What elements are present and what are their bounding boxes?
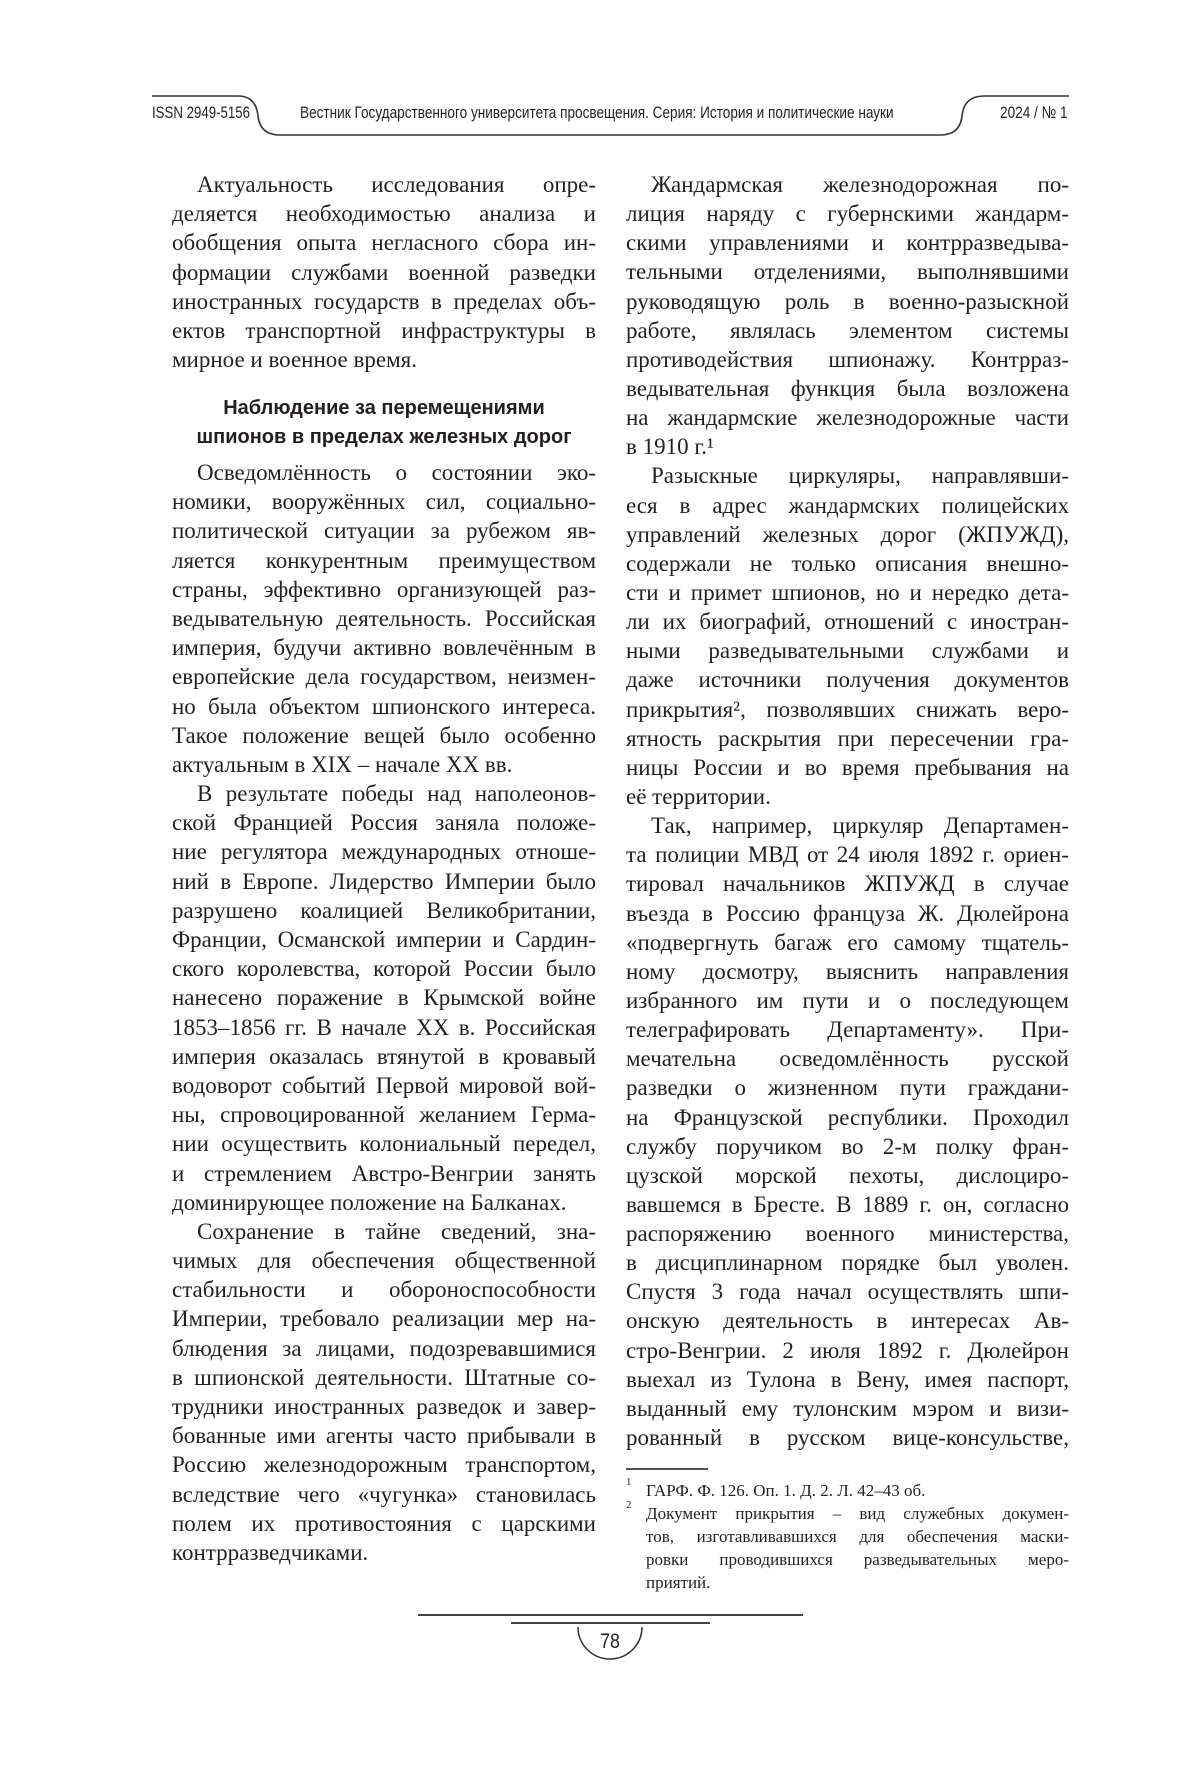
footnote-number: 1 bbox=[626, 1476, 632, 1488]
text-line: чимых для обеспечения общественной bbox=[172, 1246, 596, 1275]
text-line: руководящую роль в военно-разыскной bbox=[626, 287, 1069, 316]
text-line: и стремлением Австро-Венгрии занять bbox=[172, 1159, 596, 1188]
text-line: ному досмотру, выяснить направления bbox=[626, 957, 1069, 986]
text-line: в 1910 г.¹ bbox=[626, 432, 1069, 461]
text-line: контрразведчиками. bbox=[172, 1538, 596, 1567]
text-line: ными разведывательными службами и bbox=[626, 636, 1069, 665]
text-line: Россию железнодорожным транспортом, bbox=[172, 1450, 596, 1479]
footnotes bbox=[626, 1479, 1069, 1594]
page-number: 78 bbox=[585, 1630, 636, 1654]
text-line: рованный в русском вице-консульстве, bbox=[626, 1423, 1069, 1452]
text-line: бованные ими агенты часто прибывали в bbox=[172, 1421, 596, 1450]
footnote bbox=[626, 1502, 1069, 1594]
text-line: Франции, Османской империи и Сардин- bbox=[172, 925, 596, 954]
text-line: трудники иностранных разведок и завер- bbox=[172, 1392, 596, 1421]
journal-title: Вестник Государственного университета просвещения. Серия: История и политические науки bbox=[300, 103, 894, 123]
footnote-separator bbox=[626, 1468, 708, 1470]
issue-number: 2024 / № 1 bbox=[1000, 103, 1068, 123]
text-line: ведывательная функция была возложена bbox=[626, 374, 1069, 403]
text-line: даже источники получения документов bbox=[626, 665, 1069, 694]
heading-line: Наблюдение за перемещениями bbox=[172, 394, 596, 423]
text-line: скими управлениями и контрразведыва- bbox=[626, 228, 1069, 257]
text-line: службу поручиком во 2-м полку фран- bbox=[626, 1132, 1069, 1161]
text-line: на жандармские железнодорожные части bbox=[626, 403, 1069, 432]
text-line: распоряжению военного министерства, bbox=[626, 1219, 1069, 1248]
text-line: Актуальность исследования опре- bbox=[172, 170, 596, 199]
text-line: вавшемся в Бресте. В 1889 г. он, согласно bbox=[626, 1190, 1069, 1219]
text-line: блюдения за лицами, подозревавшимися bbox=[172, 1334, 596, 1363]
footer-rule bbox=[418, 1614, 803, 1616]
text-line: въезда в Россию француза Ж. Дюлейрона bbox=[626, 899, 1069, 928]
footnote bbox=[626, 1479, 1069, 1502]
text-line: ницы России и во время пребывания на bbox=[626, 753, 1069, 782]
text-line: в дисциплинарном порядке был уволен. bbox=[626, 1248, 1069, 1277]
text-line: актуальным в XIX – начале XX вв. bbox=[172, 750, 596, 779]
paragraph bbox=[626, 811, 1069, 1452]
paragraph bbox=[172, 170, 596, 374]
section-heading bbox=[172, 394, 596, 452]
text-line: нии осуществить колониальный передел, bbox=[172, 1129, 596, 1158]
text-line: ектов транспортной инфраструктуры в bbox=[172, 316, 596, 345]
footnote-line: ровки проводившихся разведывательных меро- bbox=[646, 1548, 1069, 1571]
text-line: политической ситуации за рубежом яв- bbox=[172, 516, 596, 545]
text-line: лиция наряду с губернскими жандарм- bbox=[626, 199, 1069, 228]
text-line: ляется конкурентным преимуществом bbox=[172, 546, 596, 575]
text-line: империя оказалась втянутой в кровавый bbox=[172, 1042, 596, 1071]
text-line: тировал начальников ЖПУЖД в случае bbox=[626, 869, 1069, 898]
text-line: разрушено коалицией Великобритании, bbox=[172, 896, 596, 925]
text-line: онскую деятельность в интересах Ав- bbox=[626, 1306, 1069, 1335]
text-line: содержали не только описания внешно- bbox=[626, 549, 1069, 578]
text-line: её территории. bbox=[626, 782, 1069, 811]
text-line: та полиции МВД от 24 июля 1892 г. ориен- bbox=[626, 840, 1069, 869]
text-line: противодействия шпионажу. Контрраз- bbox=[626, 345, 1069, 374]
text-line: номики, вооружённых сил, социально- bbox=[172, 487, 596, 516]
text-line: в шпионской деятельности. Штатные со- bbox=[172, 1363, 596, 1392]
text-line: разведки о жизненном пути граждани- bbox=[626, 1073, 1069, 1102]
text-line: Так, например, циркуляр Департамен- bbox=[626, 811, 1069, 840]
text-line: страны, эффективно организующей раз- bbox=[172, 575, 596, 604]
text-line: нанесено поражение в Крымской войне bbox=[172, 983, 596, 1012]
right-column bbox=[626, 170, 1069, 1452]
text-line: ний в Европе. Лидерство Империи было bbox=[172, 867, 596, 896]
text-line: управлений железных дорог (ЖПУЖД), bbox=[626, 520, 1069, 549]
text-line: водоворот событий Первой мировой вой- bbox=[172, 1071, 596, 1100]
text-line: Осведомлённость о состоянии эко- bbox=[172, 458, 596, 487]
paragraph-group bbox=[172, 170, 596, 374]
text-line: «подвергнуть багаж его самому тщатель- bbox=[626, 928, 1069, 957]
text-line: ны, спровоцированной желанием Герма- bbox=[172, 1100, 596, 1129]
text-line: ли их биографий, отношений с иностран- bbox=[626, 607, 1069, 636]
paragraph bbox=[172, 458, 596, 779]
footer-rule-short bbox=[511, 1622, 710, 1624]
text-line: доминирующее положение на Балканах. bbox=[172, 1188, 596, 1217]
text-line: мирное и военное время. bbox=[172, 345, 596, 374]
paragraph bbox=[626, 170, 1069, 461]
text-line: ской Францией Россия заняла положе- bbox=[172, 808, 596, 837]
footnote-number: 2 bbox=[626, 1499, 632, 1511]
footnote-line: приятий. bbox=[646, 1571, 1069, 1594]
text-line: мечательна осведомлённость русской bbox=[626, 1044, 1069, 1073]
text-line: стабильности и обороноспособности bbox=[172, 1275, 596, 1304]
text-line: Сохранение в тайне сведений, зна- bbox=[172, 1217, 596, 1246]
heading-line: шпионов в пределах железных дорог bbox=[172, 423, 596, 452]
paragraph-group bbox=[172, 458, 596, 1567]
text-line: стро-Венгрии. 2 июля 1892 г. Дюлейрон bbox=[626, 1336, 1069, 1365]
left-column bbox=[172, 170, 596, 374]
text-line: Такое положение вещей было особенно bbox=[172, 721, 596, 750]
text-line: вследствие чего «чугунка» становилась bbox=[172, 1480, 596, 1509]
footnote-line: ГАРФ. Ф. 126. Оп. 1. Д. 2. Л. 42–43 об. bbox=[646, 1479, 1069, 1502]
text-line: ятность раскрытия при пересечении гра- bbox=[626, 724, 1069, 753]
text-line: на Французской республики. Проходил bbox=[626, 1103, 1069, 1132]
paragraph bbox=[626, 461, 1069, 811]
text-line: деляется необходимостью анализа и bbox=[172, 199, 596, 228]
text-line: полем их противостояния с царскими bbox=[172, 1509, 596, 1538]
text-line: 1853–1856 гг. В начале XX в. Российская bbox=[172, 1013, 596, 1042]
text-line: обобщения опыта негласного сбора ин- bbox=[172, 228, 596, 257]
text-line: империя, будучи активно вовлечённым в bbox=[172, 633, 596, 662]
text-line: еся в адрес жандармских полицейских bbox=[626, 491, 1069, 520]
header-frame bbox=[0, 0, 1200, 150]
text-line: тельными отделениями, выполнявшими bbox=[626, 257, 1069, 286]
text-line: цузской морской пехоты, дислоциро- bbox=[626, 1161, 1069, 1190]
issn: ISSN 2949-5156 bbox=[152, 103, 250, 123]
text-line: работе, являлась элементом системы bbox=[626, 316, 1069, 345]
text-line: Жандармская железнодорожная по- bbox=[626, 170, 1069, 199]
footnote-line: Документ прикрытия – вид служебных докумен- bbox=[646, 1502, 1069, 1525]
text-line: избранного им пути и о последующем bbox=[626, 986, 1069, 1015]
text-line: сти и примет шпионов, но и нередко дета- bbox=[626, 578, 1069, 607]
text-line: ского королевства, которой России было bbox=[172, 954, 596, 983]
text-line: ние регулятора международных отноше- bbox=[172, 837, 596, 866]
paragraph bbox=[172, 779, 596, 1217]
text-line: выехал из Тулона в Вену, имея паспорт, bbox=[626, 1365, 1069, 1394]
text-line: телеграфировать Департаменту». При- bbox=[626, 1015, 1069, 1044]
text-line: Разыскные циркуляры, направлявши- bbox=[626, 461, 1069, 490]
text-line: формации службами военной разведки bbox=[172, 258, 596, 287]
text-line: европейские дела государством, неизмен- bbox=[172, 662, 596, 691]
text-line: Империи, требовало реализации мер на- bbox=[172, 1304, 596, 1333]
text-line: выданный ему тулонским мэром и визи- bbox=[626, 1394, 1069, 1423]
text-line: но была объектом шпионского интереса. bbox=[172, 692, 596, 721]
text-line: В результате победы над наполеонов- bbox=[172, 779, 596, 808]
text-line: Спустя 3 года начал осуществлять шпи- bbox=[626, 1277, 1069, 1306]
paragraph bbox=[172, 1217, 596, 1567]
text-line: ведывательную деятельность. Российская bbox=[172, 604, 596, 633]
footnote-line: тов, изготавливавшихся для обеспечения маски- bbox=[646, 1525, 1069, 1548]
text-line: иностранных государств в пределах объ- bbox=[172, 287, 596, 316]
text-line: прикрытия², позволявших снижать веро- bbox=[626, 695, 1069, 724]
